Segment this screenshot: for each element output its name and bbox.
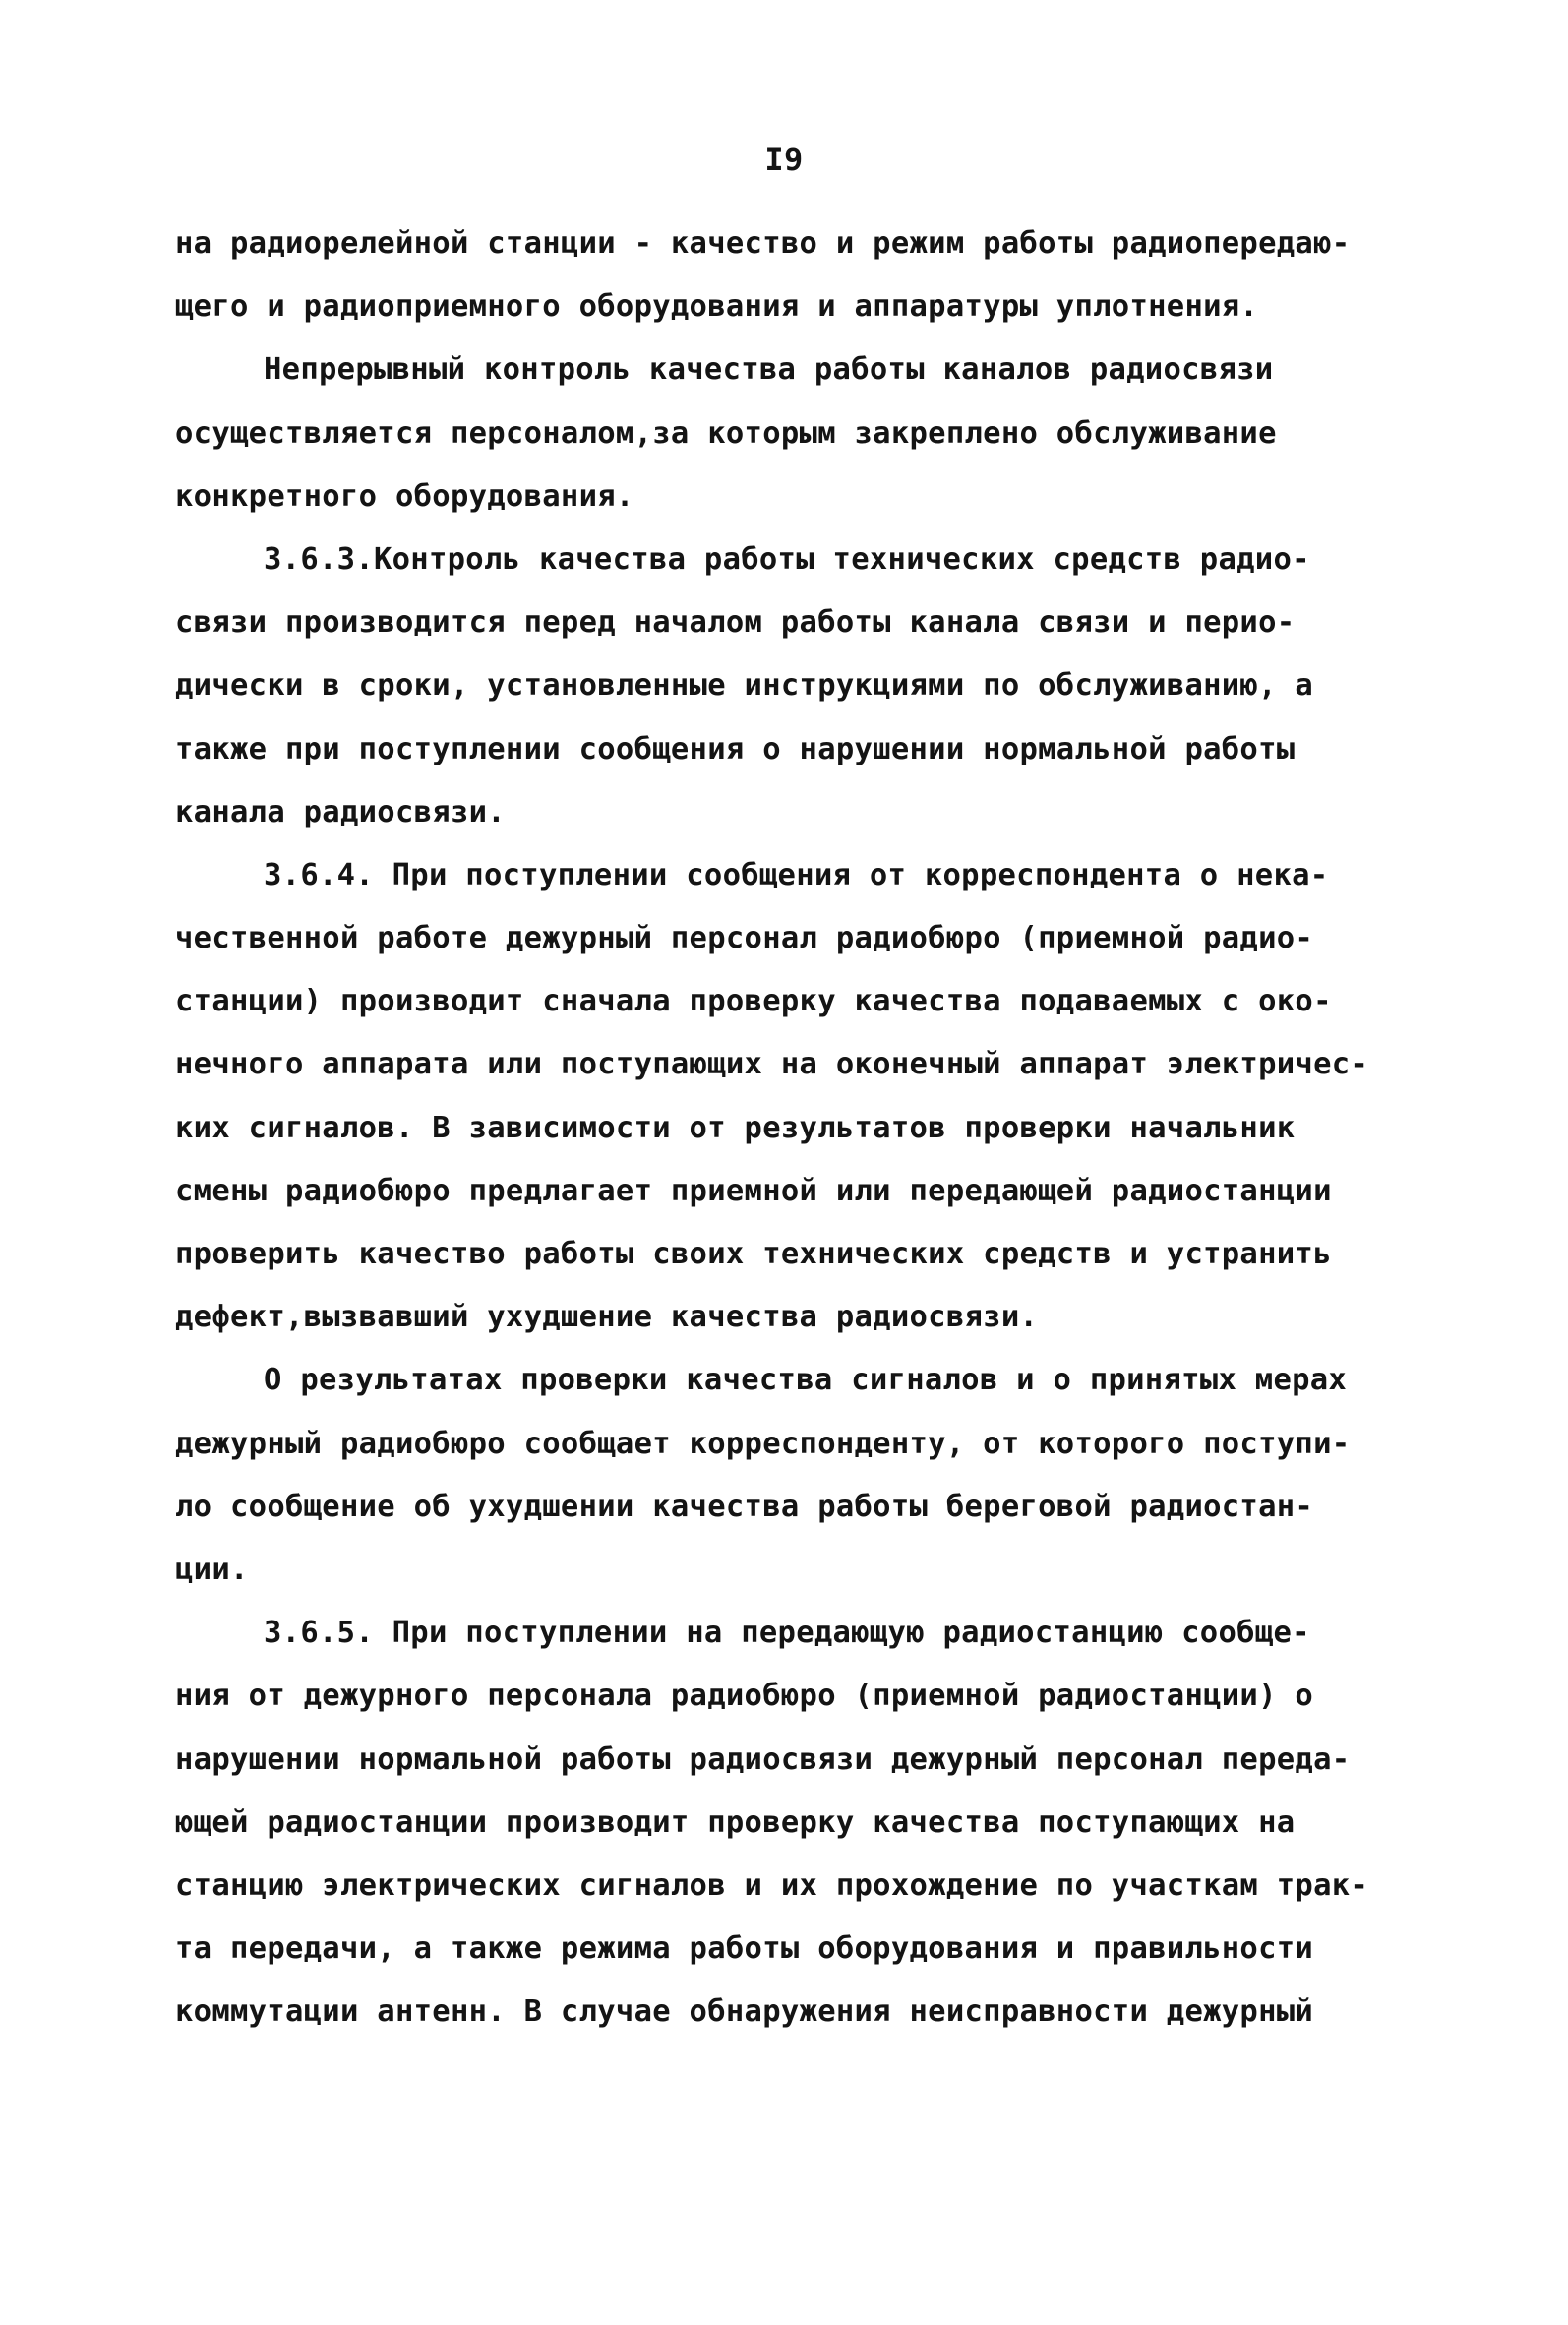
text-line: 3.6.4. При поступлении сообщения от корреспондента о нека-	[264, 858, 1329, 892]
text-line: также при поступлении сообщения о нарушении нормальной работы	[175, 732, 1296, 766]
text-line: дежурный радиобюро сообщает корреспонденту, от которого поступи-	[175, 1427, 1351, 1461]
text-line: чественной работе дежурный персонал радиобюро (приемной радио-	[175, 921, 1314, 955]
text-line: коммутации антенн. В случае обнаружения неисправности дежурный	[175, 1994, 1314, 2029]
text-line: канала радиосвязи.	[175, 795, 506, 829]
text-line: нарушении нормальной работы радиосвязи дежурный персонал переда-	[175, 1743, 1351, 1777]
text-line: та передачи, а также режима работы оборудования и правильности	[175, 1931, 1314, 1966]
text-line: нечного аппарата или поступающих на оконечный аппарат электричес-	[175, 1047, 1369, 1081]
text-line: ния от дежурного персонала радиобюро (приемной радиостанции) о	[175, 1679, 1314, 1713]
text-line: ких сигналов. В зависимости от результатов проверки начальник	[175, 1111, 1296, 1145]
text-line: дефект,вызвавший ухудшение качества радиосвязи.	[175, 1300, 1039, 1334]
page-number: I9	[764, 141, 804, 178]
text-line: связи производится перед началом работы канала связи и периo-	[175, 605, 1296, 640]
text-line: 3.6.5. При поступлении на передающую радиостанцию сообще-	[264, 1616, 1310, 1650]
text-line: Непрерывный контроль качества работы каналов радиосвязи	[264, 352, 1274, 387]
text-line: осуществляется персоналом,за которым закреплено обслуживание	[175, 416, 1277, 451]
text-line: О результатах проверки качества сигналов и о принятых мерах	[264, 1363, 1348, 1397]
text-line: щего и радиоприемного оборудования и аппаратуры уплотнения.	[175, 289, 1259, 324]
text-line: ции.	[175, 1553, 249, 1587]
text-line: станцию электрических сигналов и их прохождение по участкам трак-	[175, 1868, 1369, 1903]
text-line: ло сообщение об ухудшении качества работы береговой радиостан-	[175, 1490, 1314, 1524]
text-line: конкретного оборудования.	[175, 479, 634, 514]
text-line: на радиорелейной станции - качество и режим работы радиопередаю-	[175, 226, 1351, 261]
text-line: станции) производит сначала проверку качества подаваемых с око-	[175, 984, 1332, 1018]
text-line: смены радиобюро предлагает приемной или передающей радиостанции	[175, 1174, 1332, 1208]
text-line: 3.6.3.Контроль качества работы технических средств радио-	[264, 542, 1310, 577]
text-line: дически в сроки, установленные инструкциями по обслуживанию, а	[175, 668, 1314, 703]
text-line: ющей радиостанции производит проверку качества поступающих на	[175, 1805, 1296, 1840]
text-line: проверить качество работы своих технических средств и устранить	[175, 1237, 1332, 1271]
